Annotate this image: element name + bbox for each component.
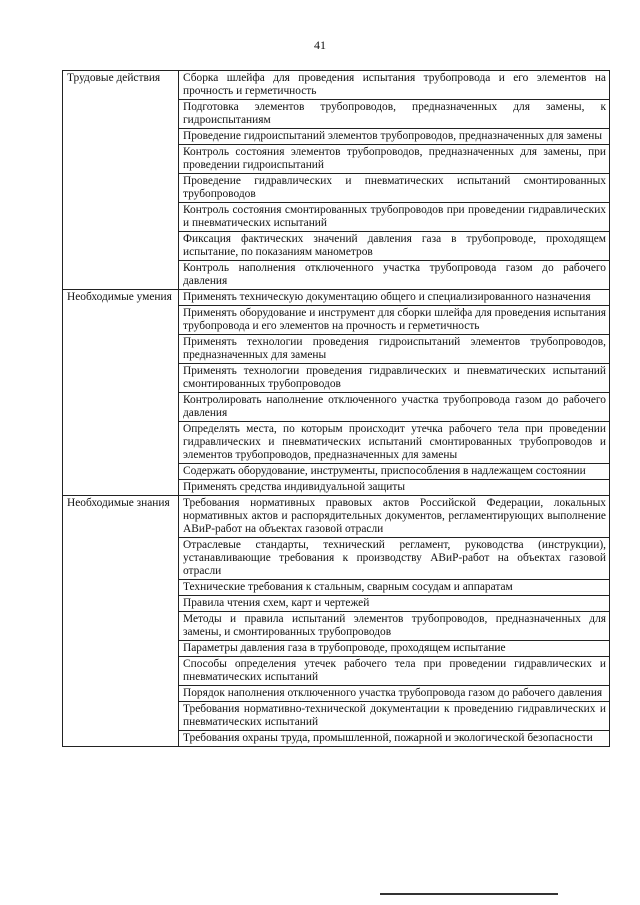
section-title: Необходимые знания (63, 496, 179, 747)
requirement-cell: Применять технологии проведения гидроиспытаний элементов трубопроводов, предназначенных для замены (179, 335, 610, 364)
requirement-cell: Применять средства индивидуальной защиты (179, 480, 610, 496)
requirements-table-body (63, 71, 610, 747)
requirement-cell: Применять техническую документацию общего и специализированного назначения (179, 290, 610, 306)
requirement-cell: Порядок наполнения отключенного участка трубопровода газом до рабочего давления (179, 686, 610, 702)
requirement-cell: Требования нормативно-технической документации к проведению гидравлических и пневматических испытаний (179, 702, 610, 731)
requirement-cell: Сборка шлейфа для проведения испытания трубопровода и его элементов на прочность и герметичность (179, 71, 610, 100)
requirement-cell: Фиксация фактических значений давления газа в трубопроводе, проходящем испытание, по показаниям манометров (179, 232, 610, 261)
requirement-cell: Применять оборудование и инструмент для сборки шлейфа для проведения испытания трубопровода и его элементов на прочность и герметичность (179, 306, 610, 335)
page-number: 41 (314, 38, 326, 52)
table-row (63, 290, 610, 306)
requirement-cell: Применять технологии проведения гидравлических и пневматических испытаний смонтированных трубопроводов (179, 364, 610, 393)
requirement-cell: Отраслевые стандарты, технический регламент, руководства (инструкции), устанавливающие требования к производству АВиР-работ на объектах газовой отрасли (179, 538, 610, 580)
requirement-cell: Определять места, по которым происходит утечка рабочего тела при проведении гидравлических и пневматических испытаний смонтированных трубопроводов и элементов трубопроводов, предназначенных для замены (179, 422, 610, 464)
requirement-cell: Подготовка элементов трубопроводов, предназначенных для замены, к гидроиспытаниям (179, 100, 610, 129)
requirement-cell: Контроль состояния элементов трубопроводов, предназначенных для замены, при проведении гидроиспытаний (179, 145, 610, 174)
requirement-cell: Правила чтения схем, карт и чертежей (179, 596, 610, 612)
requirement-cell: Проведение гидроиспытаний элементов трубопроводов, предназначенных для замены (179, 129, 610, 145)
requirements-table (62, 70, 610, 747)
requirement-cell: Способы определения утечек рабочего тела при проведении гидравлических и пневматических испытаний (179, 657, 610, 686)
requirement-cell: Параметры давления газа в трубопроводе, проходящем испытание (179, 641, 610, 657)
table-row (63, 496, 610, 538)
section-title: Необходимые умения (63, 290, 179, 496)
requirement-cell: Контроль наполнения отключенного участка трубопровода газом до рабочего давления (179, 261, 610, 290)
requirement-cell: Контролировать наполнение отключенного участка трубопровода газом до рабочего давления (179, 393, 610, 422)
requirement-cell: Контроль состояния смонтированных трубопроводов при проведении гидравлических и пневматических испытаний (179, 203, 610, 232)
requirement-cell: Методы и правила испытаний элементов трубопроводов, предназначенных для замены, и смонтированных трубопроводов (179, 612, 610, 641)
requirement-cell: Содержать оборудование, инструменты, приспособления в надлежащем состоянии (179, 464, 610, 480)
requirement-cell: Технические требования к стальным, сварным сосудам и аппаратам (179, 580, 610, 596)
bottom-rule (380, 893, 558, 895)
requirement-cell: Требования нормативных правовых актов Российской Федерации, локальных нормативных актов и распорядительных документов, регламентирующих выполнение АВиР-работ на объектах газовой отрасли (179, 496, 610, 538)
requirement-cell: Требования охраны труда, промышленной, пожарной и экологической безопасности (179, 731, 610, 747)
requirement-cell: Проведение гидравлических и пневматических испытаний смонтированных трубопроводов (179, 174, 610, 203)
table-row (63, 71, 610, 100)
section-title: Трудовые действия (63, 71, 179, 290)
